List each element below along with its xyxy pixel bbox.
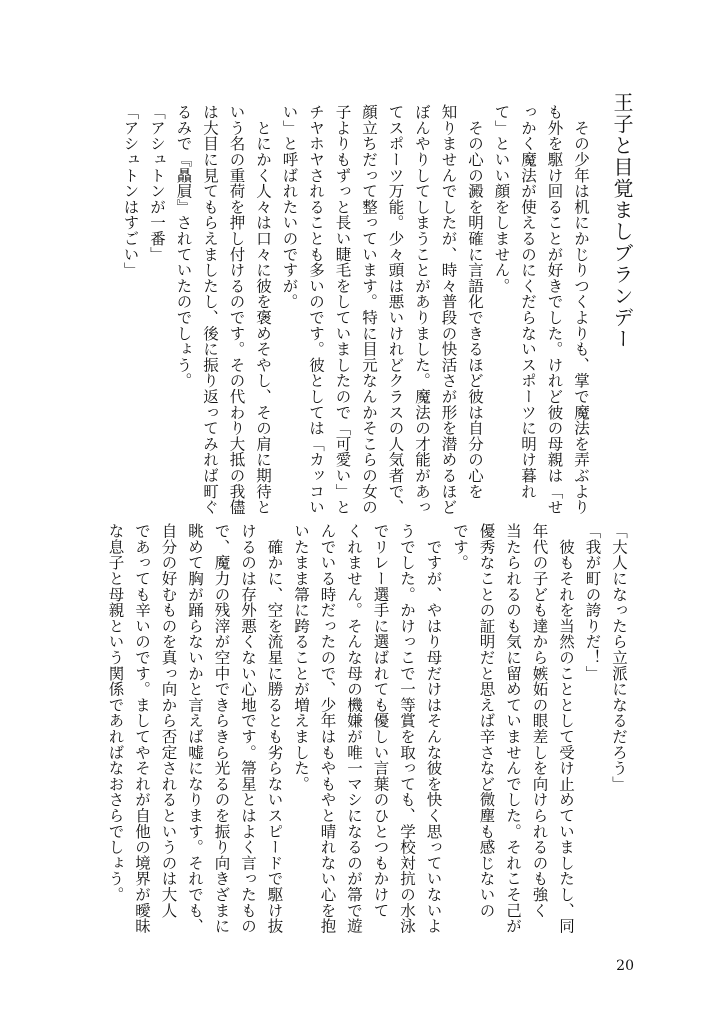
upper-text-line: チヤホヤされることも多いのです。彼としては「カッコい — [307, 104, 325, 515]
upper-text-line: 「アシュトンが一番」 — [148, 104, 166, 262]
lower-text-line: 「我が町の誇りだ！」 — [583, 523, 602, 681]
upper-text-line: 子よりもずっと長い睫毛をしていましたので「可愛い」と — [333, 104, 352, 515]
upper-text-line: い」と呼ばれたいのですが。 — [280, 104, 299, 310]
upper-text-line: も外を駆け回ることが好きでした。けれど彼の母親は「せ — [545, 104, 564, 515]
lower-text-line: 彼もそれを当然のこととして受け止めていましたし、同 — [557, 523, 575, 934]
lower-text-line: でリレー選手に選ばれても優しい言葉のひとつもかけて — [371, 523, 390, 918]
lower-text-line: な息子と母親という関係であればなおさらでしょう。 — [106, 523, 125, 903]
upper-text-line: て」といい顔をしません。 — [492, 104, 511, 294]
upper-text-line: ぼんやりしてしまうことがありました。魔法の才能があっ — [413, 104, 431, 515]
upper-text-line: るみで『贔屓』されていたのでしょう。 — [174, 104, 193, 389]
lower-text-line: 「大人になったら立派になるだろう」 — [610, 523, 628, 792]
upper-text-line: てスポーツ万能。少々頭は悪いけれどクラスの人気者で、 — [386, 104, 405, 515]
lower-text-line: 年代の子ども達から嫉妬の眼差しを向けられるのも強く — [530, 523, 549, 918]
lower-text-line: です。 — [451, 523, 469, 571]
lower-text-line: けるのは存外悪くない心地です。箒星とはよく言ったもの — [239, 523, 257, 934]
lower-text-line: 当たられるのも気に留めていませんでした。それこそ己が — [504, 523, 522, 934]
upper-text-line: その少年は机にかじりつくよりも、掌で魔法を弄ぶより — [572, 104, 590, 515]
upper-text-line: は大目に見てもらえましたし、後に振り返ってみれば町ぐ — [201, 104, 219, 515]
lower-text-line: うでした。かけっこで一等賞を取っても、学校対抗の水泳 — [398, 523, 416, 934]
lower-text-line: 自分の好むものを真っ向から否定されるというのは大人 — [159, 523, 178, 918]
lower-text-line: 優秀なことの証明だと思えば辛さなど微塵も感じないの — [477, 523, 496, 918]
lower-text-line: で、魔力の残滓が空中できらきら光るのを振り向きざまに — [212, 523, 231, 934]
upper-text-line: 知りませんでしたが、時々普段の快活さが形を潜めるほど — [439, 104, 458, 515]
upper-text-line: っかく魔法が使えるのにくだらないスポーツに明け暮れ — [519, 104, 537, 499]
lower-text-line: 眺めて胸が踊らないかと言えば嘘になります。それでも、 — [186, 523, 204, 934]
body-text-lower — [102, 523, 632, 934]
chapter-title: 王子と目覚ましブランデー — [610, 92, 634, 350]
lower-text-line: んでいる時だったので、少年はもやもやと晴れない心を抱 — [318, 523, 337, 934]
upper-text-line: いう名の重荷を押し付けるのです。その代わり大抵の我儘 — [227, 104, 246, 515]
page-number: 20 — [616, 958, 634, 974]
lower-text-line: くれません。そんな母の機嫌が唯一マシになるのが箒で遊 — [345, 523, 363, 934]
lower-text-line: いたまま箒に跨ることが増えました。 — [292, 523, 310, 792]
lower-text-line: ですが、やはり母だけはそんな彼を快く思っていないよ — [424, 523, 443, 934]
upper-text-line: 顔立ちだって整っています。特に目元なんかそこらの女の — [360, 104, 378, 515]
lower-text-line: 確かに、空を流星に勝るとも劣らないスピードで駆け抜 — [265, 523, 284, 934]
upper-text-line: その心の澱を明確に言語化できるほど彼は自分の心を — [466, 104, 484, 499]
body-text-upper — [117, 104, 594, 515]
upper-text-line: 「アシュトンはすごい」 — [121, 104, 140, 278]
lower-text-line: であっても辛いのです。ましてやそれが自他の境界が曖昧 — [133, 523, 151, 934]
upper-text-line: とにかく人々は口々に彼を褒めそやし、その肩に期待と — [254, 104, 272, 515]
